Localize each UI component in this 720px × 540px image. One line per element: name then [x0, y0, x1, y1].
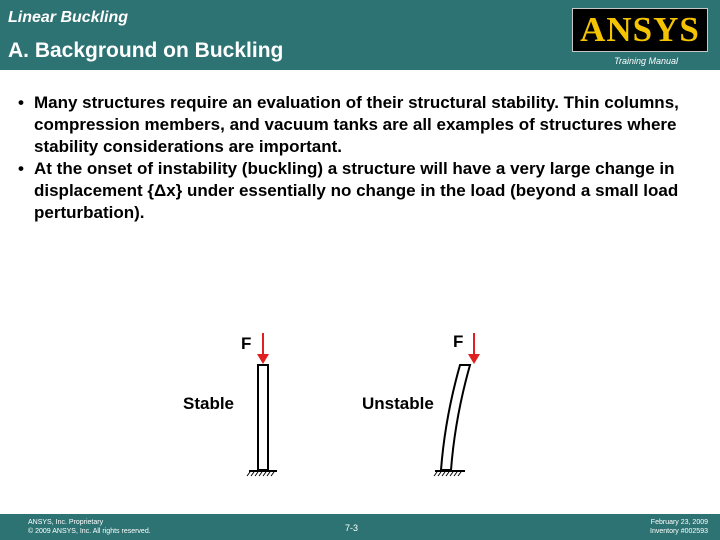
unstable-column-body [441, 365, 470, 470]
logo-text: ANSYS [580, 10, 700, 49]
stable-ground-hatch [247, 472, 274, 476]
training-manual-label: Training Manual [614, 56, 678, 66]
unstable-column [434, 333, 480, 476]
bullet-text: Many structures require an evaluation of their structural stability. Thin columns, compression members, and vacuum tanks are all examples of structures where stability considerations are important. [34, 93, 679, 156]
slide-title: A. Background on Buckling [8, 39, 284, 62]
copyright-text: © 2009 ANSYS, Inc. All rights reserved. [28, 528, 151, 535]
stable-column-body [258, 365, 268, 470]
section-topic: Linear Buckling [8, 9, 129, 26]
unstable-force-arrow [468, 333, 480, 364]
footer-right [650, 518, 708, 536]
unstable-force-label: F [453, 332, 464, 351]
footer-left [28, 518, 151, 536]
inventory-text: Inventory #002593 [650, 528, 708, 535]
page-number: 7-3 [345, 523, 359, 533]
slide-footer [0, 514, 720, 540]
date-text: February 23, 2009 [650, 519, 708, 526]
bullet-dot: • [18, 93, 24, 112]
bullet-text: At the onset of instability (buckling) a structure will have a very large change in displacement {Δx} under essentially no change in the load (beyond a small load perturbation). [34, 159, 679, 222]
unstable-label: Unstable [362, 394, 434, 413]
stable-force-label: F [241, 334, 252, 353]
proprietary-text: ANSYS, Inc. Proprietary [28, 519, 104, 526]
bullet-dot: • [18, 159, 24, 178]
unstable-ground-hatch [434, 472, 461, 476]
stable-label: Stable [183, 394, 235, 413]
stable-column [247, 333, 277, 476]
stable-force-arrow [257, 333, 269, 364]
